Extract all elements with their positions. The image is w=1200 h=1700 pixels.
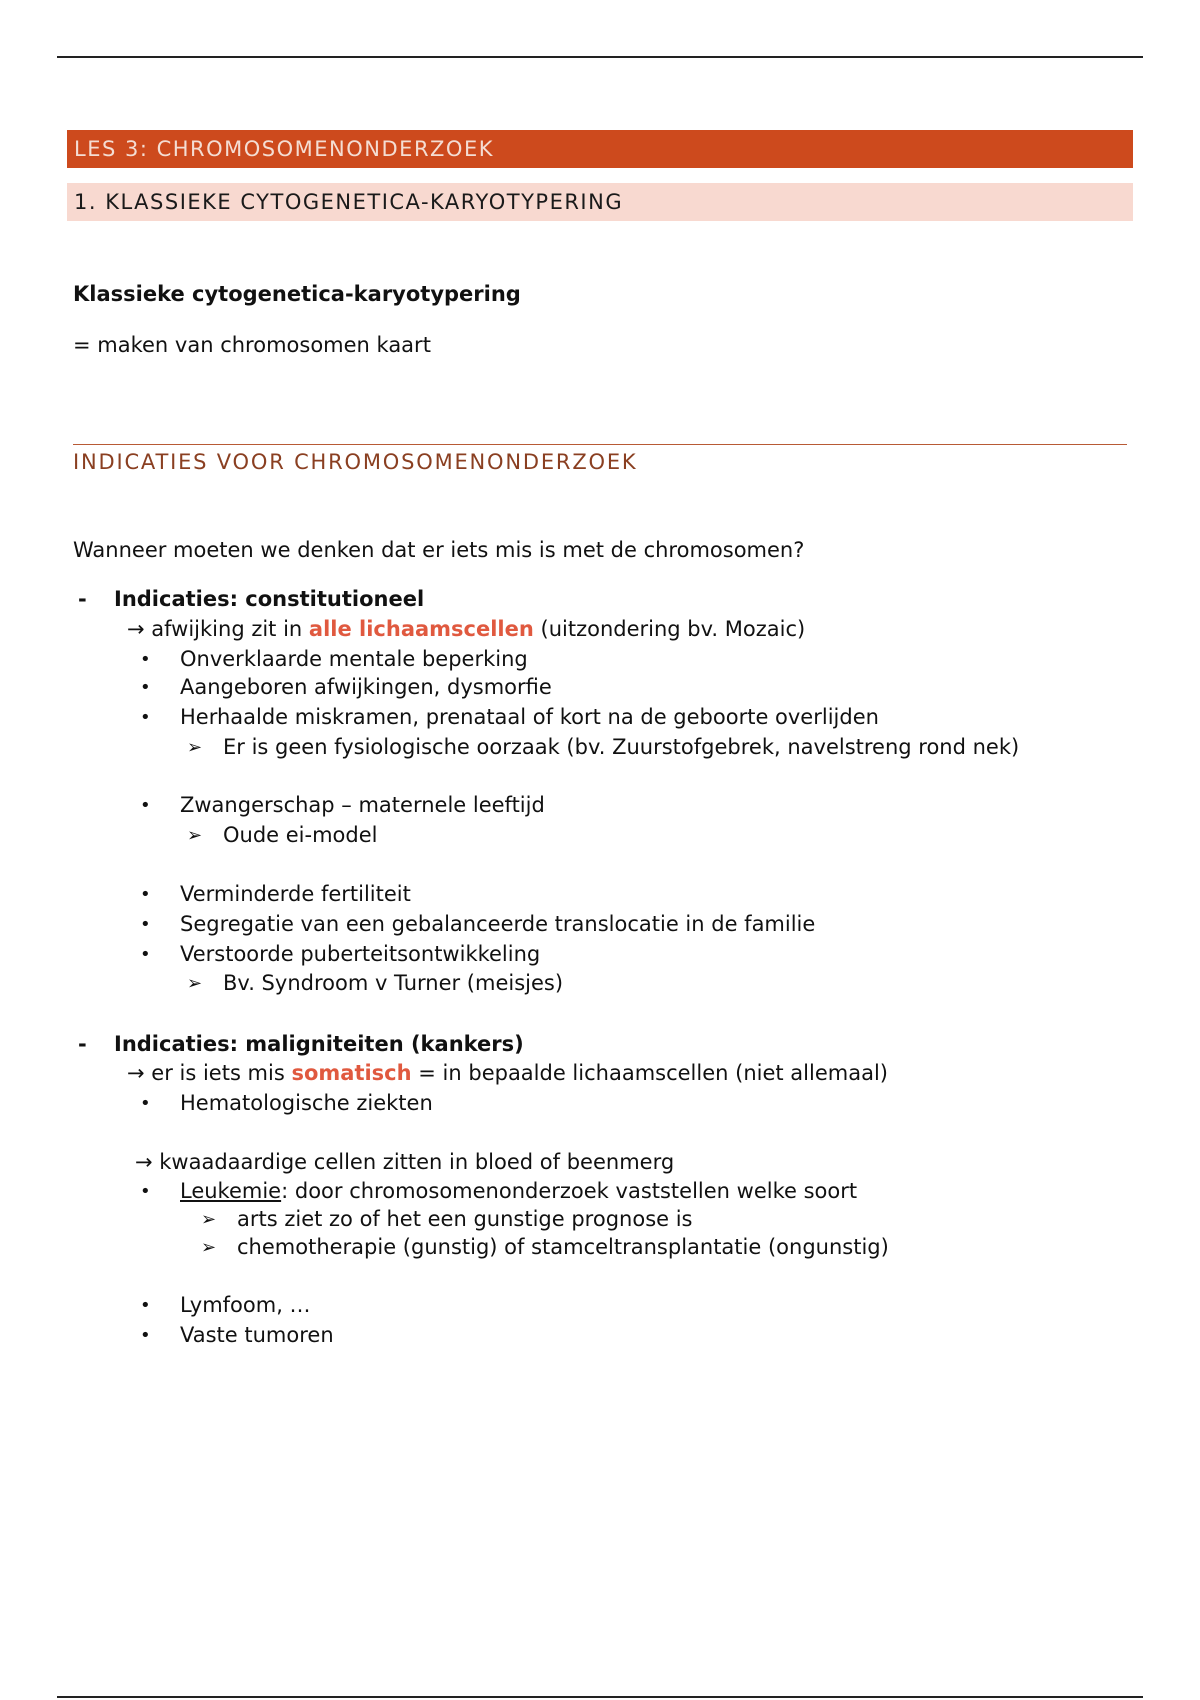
- bullet-icon: •: [140, 944, 151, 965]
- sub-list-item: arts ziet zo of het een gunstige prognose is: [237, 1207, 693, 1231]
- arrowhead-bullet-icon: ➢: [187, 973, 203, 994]
- sub-list-item: Er is geen fysiologische oorzaak (bv. Zuurstofgebrek, navelstreng rond nek): [223, 735, 1020, 759]
- malignant-arrow-line-2: → kwaadaardige cellen zitten in bloed of beenmerg: [135, 1150, 675, 1174]
- bullet-icon: •: [140, 795, 151, 816]
- indications-heading: INDICATIES VOOR CHROMOSOMENONDERZOEK: [73, 450, 638, 474]
- bullet-icon: •: [140, 677, 151, 698]
- arrow-text-post: = in bepaalde lichaamscellen (niet allemaal): [411, 1061, 888, 1085]
- bullet-icon: •: [140, 1181, 151, 1202]
- arrowhead-bullet-icon: ➢: [187, 825, 203, 846]
- sub-list-item: Oude ei-model: [223, 823, 378, 847]
- list-item: Hematologische ziekten: [180, 1091, 433, 1115]
- arrowhead-bullet-icon: ➢: [201, 1209, 217, 1230]
- arrow-text-pre: → er is iets mis: [127, 1061, 292, 1085]
- list-item: Verstoorde puberteitsontwikkeling: [180, 942, 541, 966]
- intro-question: Wanneer moeten we denken dat er iets mis is met de chromosomen?: [73, 538, 805, 562]
- leukemia-label: Leukemie: [180, 1179, 282, 1203]
- term-definition: = maken van chromosomen kaart: [73, 333, 431, 357]
- constitutional-arrow-line: [127, 617, 805, 641]
- top-rule: [57, 56, 1143, 58]
- list-item: Onverklaarde mentale beperking: [180, 647, 528, 671]
- list-item: Aangeboren afwijkingen, dysmorfie: [180, 675, 552, 699]
- subheading-rule: [73, 444, 1127, 445]
- constitutional-title: Indicaties: constitutioneel: [114, 587, 425, 611]
- dash-marker: -: [78, 1032, 87, 1056]
- bullet-icon: •: [140, 707, 151, 728]
- arrow-text-pre: → afwijking zit in: [127, 617, 309, 641]
- lesson-title: LES 3: CHROMOSOMENONDERZOEK: [74, 137, 494, 161]
- arrowhead-bullet-icon: ➢: [187, 737, 203, 758]
- section-title-banner: [67, 183, 1133, 221]
- bottom-rule: [57, 1696, 1143, 1698]
- list-item: Segregatie van een gebalanceerde translocatie in de familie: [180, 912, 816, 936]
- section-title: 1. KLASSIEKE CYTOGENETICA-KARYOTYPERING: [74, 190, 624, 214]
- sub-list-item: chemotherapie (gunstig) of stamceltransplantatie (ongunstig): [237, 1235, 889, 1259]
- leukemia-item: [180, 1179, 857, 1203]
- bullet-icon: •: [140, 1093, 151, 1114]
- bullet-icon: •: [140, 884, 151, 905]
- list-item: Verminderde fertiliteit: [180, 882, 411, 906]
- highlight-somatic: somatisch: [291, 1061, 412, 1085]
- dash-marker: -: [78, 587, 87, 611]
- bullet-icon: •: [140, 914, 151, 935]
- sub-list-item: Bv. Syndroom v Turner (meisjes): [223, 971, 564, 995]
- bullet-icon: •: [140, 1295, 151, 1316]
- bullet-icon: •: [140, 649, 151, 670]
- arrow-text-post: (uitzondering bv. Mozaic): [533, 617, 806, 641]
- list-item: Zwangerschap – maternele leeftijd: [180, 793, 545, 817]
- list-item: Vaste tumoren: [180, 1323, 334, 1347]
- lesson-title-banner: [67, 130, 1133, 168]
- list-item: Lymfoom, …: [180, 1293, 311, 1317]
- arrowhead-bullet-icon: ➢: [201, 1237, 217, 1258]
- list-item: Herhaalde miskramen, prenataal of kort na de geboorte overlijden: [180, 705, 879, 729]
- bullet-icon: •: [140, 1325, 151, 1346]
- highlight-all-cells: alle lichaamscellen: [308, 617, 534, 641]
- leukemia-text: : door chromosomenonderzoek vaststellen welke soort: [281, 1179, 858, 1203]
- malignant-title: Indicaties: maligniteiten (kankers): [114, 1032, 524, 1056]
- malignant-arrow-line: [127, 1061, 888, 1085]
- term-heading: Klassieke cytogenetica-karyotypering: [73, 282, 521, 306]
